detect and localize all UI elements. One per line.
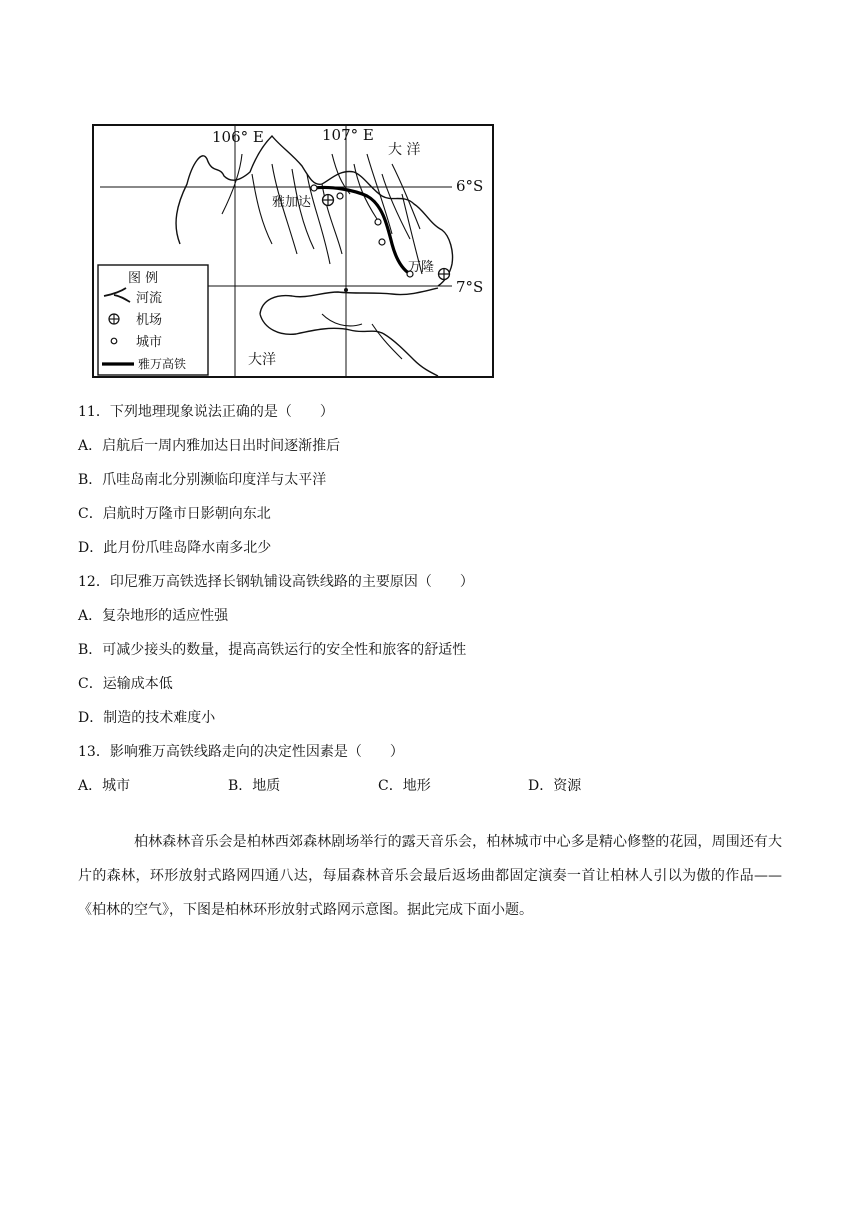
point-marker (344, 288, 348, 292)
question-11-option-c: C．启航时万隆市日影朝向东北 (78, 506, 271, 522)
question-13-option-c: C．地形 (378, 778, 431, 794)
city-marker (337, 193, 343, 199)
question-13-option-a: A．城市 (78, 778, 131, 794)
legend-item-airport: 机场 (136, 313, 163, 328)
legend-title: 图 例 (128, 271, 159, 286)
city-marker (375, 219, 381, 225)
map-legend (98, 265, 208, 375)
question-11-stem: 11．下列地理现象说法正确的是（ ） (78, 404, 334, 420)
city-jakarta-marker (311, 185, 317, 191)
question-13-option-d: D．资源 (528, 778, 582, 794)
ocean-label-south: 大洋 (248, 352, 276, 368)
legend-item-city: 城市 (136, 335, 163, 350)
question-12-option-d: D．制造的技术难度小 (78, 710, 216, 726)
question-13-stem: 13．影响雅万高铁线路走向的决定性因素是（ ） (78, 744, 404, 760)
lon-label-107: 107° E (322, 126, 374, 144)
airport-bandung-icon (439, 269, 450, 280)
city-label-bandung: 万隆 (408, 260, 435, 275)
ocean-label-north: 大 洋 (388, 142, 421, 158)
airport-jakarta-icon (323, 195, 334, 206)
reading-passage: 柏林森林音乐会是柏林西郊森林剧场举行的露天音乐会，柏林城市中心多是精心修整的花园，周围还有大片的森林，环形放射式路网四通八达，每届森林音乐会最后返场曲都固定演奏一首让柏林人引以为傲的作品——《柏林的空气》，下图是柏林环形放射式路网示意图。据此完成下面小题。 (78, 834, 782, 918)
question-12-option-a: A．复杂地形的适应性强 (78, 608, 229, 624)
airport-icon (109, 314, 119, 324)
java-map (92, 124, 494, 378)
legend-item-river: 河流 (136, 291, 163, 306)
question-12-stem: 12．印尼雅万高铁选择长钢轨铺设高铁线路的主要原因（ ） (78, 574, 474, 590)
lat-label-7s: 7°S (456, 278, 484, 296)
question-11-option-a: A．启航后一周内雅加达日出时间逐渐推后 (78, 438, 341, 454)
city-marker (379, 239, 385, 245)
question-13-option-b: B．地质 (228, 778, 281, 794)
question-11-option-b: B．爪哇岛南北分别濒临印度洋与太平洋 (78, 472, 327, 488)
legend-item-railway: 雅万高铁 (138, 357, 187, 371)
lat-label-6s: 6°S (456, 177, 484, 195)
city-label-jakarta: 雅加达 (272, 195, 312, 210)
question-11-option-d: D．此月份爪哇岛降水南多北少 (78, 540, 272, 556)
lon-label-106: 106° E (212, 128, 264, 146)
question-12-option-c: C．运输成本低 (78, 676, 173, 692)
question-12-option-b: B．可减少接头的数量，提高高铁运行的安全性和旅客的舒适性 (78, 642, 467, 658)
city-icon (111, 338, 117, 344)
